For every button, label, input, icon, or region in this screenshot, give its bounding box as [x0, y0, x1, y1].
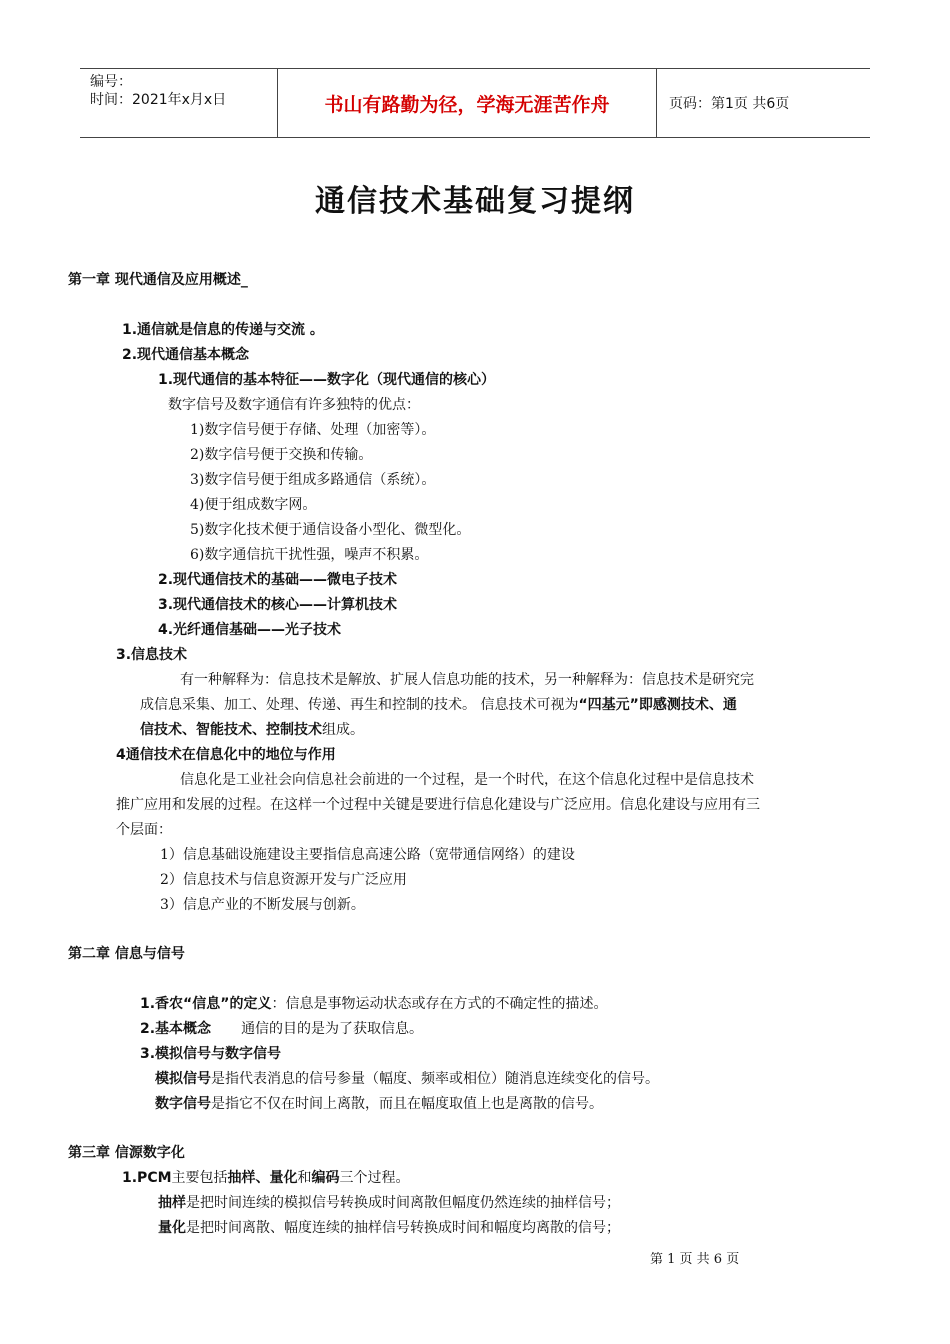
advantage-item: 4)便于组成数字网。: [190, 497, 317, 513]
page-code: 页码：第1页 共6页: [669, 96, 790, 112]
advantage-item: 6)数字通信抗干扰性强，噪声不积累。: [190, 547, 429, 563]
layer-item: 3）信息产业的不断发展与创新。: [160, 897, 365, 913]
sampling-definition: 抽样是把时间连续的模拟信号转换成时间离散但幅度仍然连续的抽样信号；: [158, 1195, 620, 1211]
ch1-item-2-4: 4.光纤通信基础——光子技术: [158, 622, 342, 638]
ch1-item-2-3: 3.现代通信技术的核心——计算机技术: [158, 597, 398, 613]
layer-item: 1）信息基础设施建设主要指信息高速公路（宽带通信网络）的建设: [160, 847, 575, 863]
ch1-item-3: 3.信息技术: [116, 647, 188, 663]
page-footer: 第 1 页 共 6 页: [650, 1252, 740, 1267]
quantization-definition: 量化是把时间离散、幅度连续的抽样信号转换成时间和幅度均离散的信号；: [158, 1220, 620, 1236]
document-title: 通信技术基础复习提纲: [315, 184, 635, 219]
ch1-item-2-2: 2.现代通信技术的基础——微电子技术: [158, 572, 398, 588]
ch1-item-2: 2.现代通信基本概念: [122, 347, 250, 363]
serial-label: 编号：: [90, 74, 132, 90]
ch1-item-4: 4通信技术在信息化中的地位与作用: [116, 747, 336, 763]
advantage-item: 1)数字信号便于存储、处理（加密等）。: [190, 422, 436, 438]
chapter-2-heading: 第二章 信息与信号: [68, 946, 185, 962]
time-label: 时间：2021年x月x日: [90, 92, 227, 108]
ch1-advantages-intro: 数字信号及数字通信有许多独特的优点：: [168, 397, 420, 413]
ch1-item-2-1: 1.现代通信的基本特征——数字化（现代通信的核心）: [158, 372, 496, 388]
digital-signal-definition: 数字信号是指它不仅在时间上离散，而且在幅度取值上也是离散的信号。: [155, 1096, 603, 1112]
pcm-item: 1.PCM主要包括抽样、量化和编码三个过程。: [122, 1170, 410, 1186]
info-tech-text-line1: 有一种解释为：信息技术是解放、扩展人信息功能的技术，另一种解释为：信息技术是研究完: [180, 672, 754, 688]
analog-signal-definition: 模拟信号是指代表消息的信号参量（幅度、频率或相位）随消息连续变化的信号。: [155, 1071, 659, 1087]
ch1-item-1: 1.通信就是信息的传递与交流 。: [122, 322, 324, 338]
informatization-text-line3: 个层面：: [116, 822, 172, 838]
advantage-item: 2)数字信号便于交换和传输。: [190, 447, 373, 463]
ch2-item-3: 3.模拟信号与数字信号: [140, 1046, 282, 1062]
advantage-item: 5)数字化技术便于通信设备小型化、微型化。: [190, 522, 471, 538]
chapter-1-heading: 第一章 现代通信及应用概述_: [68, 272, 248, 288]
page-header: [80, 68, 870, 138]
advantage-item: 3)数字信号便于组成多路通信（系统）。: [190, 472, 436, 488]
info-tech-text-line2: 成信息采集、加工、处理、传递、再生和控制的技术。 信息技术可视为“四基元”即感测技术、通: [140, 697, 737, 713]
shannon-definition: 1.香农“信息”的定义：信息是事物运动状态或存在方式的不确定性的描述。: [140, 996, 608, 1012]
basic-concept: 2.基本概念 通信的目的是为了获取信息。: [140, 1021, 424, 1037]
motto: 书山有路勤为径，学海无涯苦作舟: [278, 69, 657, 137]
layer-item: 2）信息技术与信息资源开发与广泛应用: [160, 872, 407, 888]
informatization-text-line1: 信息化是工业社会向信息社会前进的一个过程，是一个时代，在这个信息化过程中是信息技术: [180, 772, 754, 788]
info-tech-text-line3: 信技术、智能技术、控制技术组成。: [140, 722, 364, 738]
chapter-3-heading: 第三章 信源数字化: [68, 1145, 185, 1161]
header-left-cell: [80, 69, 278, 137]
informatization-text-line2: 推广应用和发展的过程。在这样一个过程中关键是要进行信息化建设与广泛应用。信息化建设与应用有三: [116, 797, 760, 813]
